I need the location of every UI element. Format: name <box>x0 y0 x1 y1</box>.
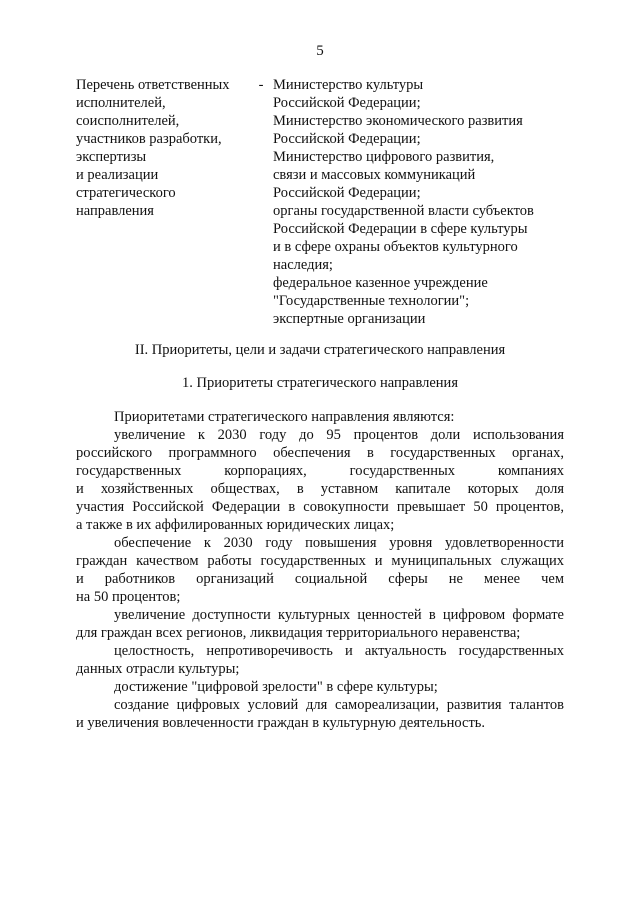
body-line: и увеличения вовлеченности граждан в культурную деятельность. <box>76 715 486 731</box>
responsible-value-line: Российской Федерации; <box>273 95 421 111</box>
page-number: 5 <box>316 43 324 59</box>
body-line: а также в их аффилированных юридических лицах; <box>76 517 395 533</box>
body-text <box>76 408 564 732</box>
responsible-value-line: Министерство цифрового развития, <box>273 149 495 165</box>
responsible-value-line: Российской Федерации; <box>273 185 421 201</box>
responsible-label-line: направления <box>76 203 154 219</box>
responsible-value-line: Министерство экономического развития <box>273 113 523 129</box>
body-line: и хозяйственных обществах, в уставном капитале которых доля <box>76 481 564 497</box>
responsible-value-line: наследия; <box>273 257 333 273</box>
responsible-value-line: Министерство культуры <box>273 77 424 93</box>
responsible-label-line: участников разработки, <box>76 131 222 147</box>
body-line: обеспечение к 2030 году повышения уровня удовлетворенности <box>114 535 564 551</box>
responsible-value-line: федеральное казенное учреждение <box>273 275 488 291</box>
subsection-heading: 1. Приоритеты стратегического направления <box>182 375 458 391</box>
body-line: Приоритетами стратегического направления являются: <box>114 409 455 425</box>
body-line: участия Российской Федерации в совокупности превышает 50 процентов, <box>76 499 564 515</box>
responsible-value-line: связи и массовых коммуникаций <box>273 167 476 183</box>
responsible-label-line: стратегического <box>76 185 176 201</box>
responsible-dash: - <box>258 77 264 93</box>
responsible-label-line: исполнителей, <box>76 95 166 111</box>
body-line: данных отрасли культуры; <box>76 661 240 677</box>
body-line: целостность, непротиворечивость и актуальность государственных <box>114 643 564 659</box>
responsible-value-line: "Государственные технологии"; <box>273 293 470 309</box>
body-line: увеличение доступности культурных ценностей в цифровом формате <box>114 607 564 623</box>
body-line: увеличение к 2030 году до 95 процентов доли использования <box>114 427 564 443</box>
body-line: и работников организаций социальной сферы не менее чем <box>76 571 564 587</box>
body-line: государственных корпорациях, государственных компаниях <box>76 463 564 479</box>
body-line: российского программного обеспечения в государственных органах, <box>76 445 564 461</box>
responsible-value-line: экспертные организации <box>273 311 426 327</box>
section-heading: II. Приоритеты, цели и задачи стратегического направления <box>134 342 506 358</box>
body-line: достижение "цифровой зрелости" в сфере культуры; <box>114 679 438 695</box>
responsible-label-line: соисполнителей, <box>76 113 180 129</box>
responsible-label-line: экспертизы <box>76 149 147 165</box>
responsible-label-line: Перечень ответственных <box>76 77 230 93</box>
responsible-label-line: и реализации <box>76 167 159 183</box>
responsible-values <box>273 76 573 328</box>
responsible-value-line: Российской Федерации; <box>273 131 421 147</box>
body-line: создание цифровых условий для самореализации, развития талантов <box>114 697 564 713</box>
body-line: на 50 процентов; <box>76 589 181 605</box>
responsible-value-line: Российской Федерации в сфере культуры <box>273 221 528 237</box>
responsible-label <box>76 76 251 220</box>
body-line: для граждан всех регионов, ликвидация территориального неравенства; <box>76 625 521 641</box>
responsible-value-line: и в сфере охраны объектов культурного <box>273 239 518 255</box>
responsible-value-line: органы государственной власти субъектов <box>273 203 534 219</box>
body-line: граждан качеством работы государственных и муниципальных служащих <box>76 553 564 569</box>
